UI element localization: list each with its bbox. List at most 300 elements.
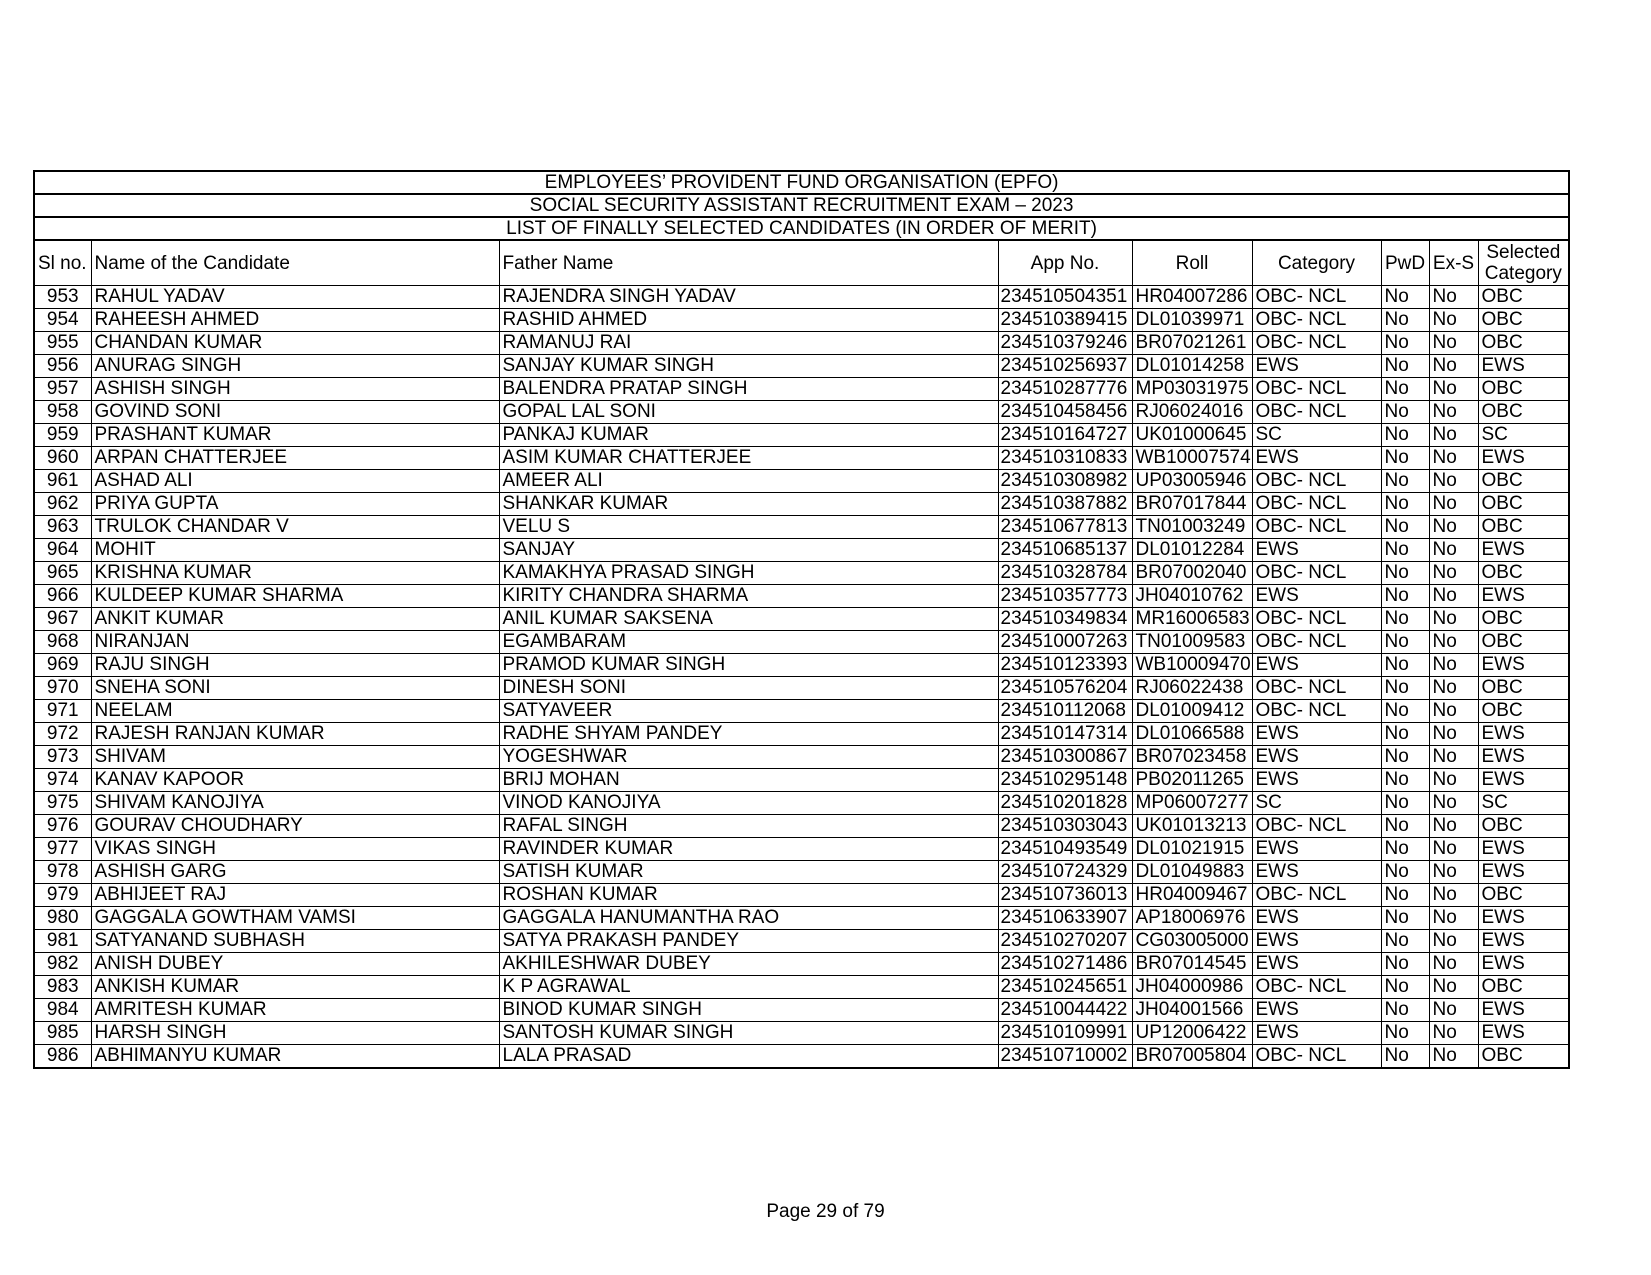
cell-father-name: VINOD KANOJIYA bbox=[499, 792, 998, 815]
cell-sl-no: 965 bbox=[34, 562, 91, 585]
cell-pwd: No bbox=[1381, 355, 1429, 378]
cell-candidate-name: MOHIT bbox=[91, 539, 499, 562]
cell-sl-no: 973 bbox=[34, 746, 91, 769]
candidate-row bbox=[34, 723, 1569, 746]
header-father-name: Father Name bbox=[499, 240, 998, 286]
cell-father-name: BINOD KUMAR SINGH bbox=[499, 999, 998, 1022]
cell-app-no: 234510504351 bbox=[998, 286, 1132, 309]
cell-father-name: PANKAJ KUMAR bbox=[499, 424, 998, 447]
cell-ex-s: No bbox=[1429, 723, 1478, 746]
cell-app-no: 234510300867 bbox=[998, 746, 1132, 769]
header-pwd: PwD bbox=[1381, 240, 1429, 286]
cell-app-no: 234510245651 bbox=[998, 976, 1132, 999]
cell-sl-no: 961 bbox=[34, 470, 91, 493]
cell-ex-s: No bbox=[1429, 976, 1478, 999]
header-sl-no: Sl no. bbox=[34, 240, 91, 286]
candidate-row bbox=[34, 631, 1569, 654]
cell-ex-s: No bbox=[1429, 1022, 1478, 1045]
cell-sl-no: 955 bbox=[34, 332, 91, 355]
cell-pwd: No bbox=[1381, 677, 1429, 700]
cell-candidate-name: PRASHANT KUMAR bbox=[91, 424, 499, 447]
candidate-row bbox=[34, 700, 1569, 723]
cell-app-no: 234510493549 bbox=[998, 838, 1132, 861]
cell-pwd: No bbox=[1381, 953, 1429, 976]
header-roll: Roll bbox=[1132, 240, 1252, 286]
cell-ex-s: No bbox=[1429, 493, 1478, 516]
cell-roll: WB10007574 bbox=[1132, 447, 1252, 470]
cell-father-name: RAJENDRA SINGH YADAV bbox=[499, 286, 998, 309]
cell-sl-no: 972 bbox=[34, 723, 91, 746]
cell-roll: MR16006583 bbox=[1132, 608, 1252, 631]
cell-pwd: No bbox=[1381, 585, 1429, 608]
cell-category: OBC- NCL bbox=[1252, 1045, 1381, 1069]
cell-roll: BR07023458 bbox=[1132, 746, 1252, 769]
cell-selected-category: OBC bbox=[1478, 516, 1569, 539]
cell-ex-s: No bbox=[1429, 470, 1478, 493]
cell-father-name: RAVINDER KUMAR bbox=[499, 838, 998, 861]
cell-sl-no: 956 bbox=[34, 355, 91, 378]
cell-father-name: ROSHAN KUMAR bbox=[499, 884, 998, 907]
cell-category: OBC- NCL bbox=[1252, 309, 1381, 332]
cell-app-no: 234510349834 bbox=[998, 608, 1132, 631]
header-selected-category: Selected Category bbox=[1478, 240, 1569, 286]
cell-selected-category: EWS bbox=[1478, 861, 1569, 884]
cell-sl-no: 983 bbox=[34, 976, 91, 999]
candidate-row bbox=[34, 769, 1569, 792]
candidate-row bbox=[34, 608, 1569, 631]
cell-category: EWS bbox=[1252, 838, 1381, 861]
header-category: Category bbox=[1252, 240, 1381, 286]
cell-father-name: GOPAL LAL SONI bbox=[499, 401, 998, 424]
cell-category: SC bbox=[1252, 424, 1381, 447]
cell-roll: MP03031975 bbox=[1132, 378, 1252, 401]
cell-sl-no: 954 bbox=[34, 309, 91, 332]
cell-father-name: SATYA PRAKASH PANDEY bbox=[499, 930, 998, 953]
cell-pwd: No bbox=[1381, 516, 1429, 539]
candidate-row bbox=[34, 286, 1569, 309]
cell-ex-s: No bbox=[1429, 424, 1478, 447]
cell-pwd: No bbox=[1381, 608, 1429, 631]
cell-father-name: AMEER ALI bbox=[499, 470, 998, 493]
page-number: Page 29 of 79 bbox=[766, 1201, 885, 1222]
cell-ex-s: No bbox=[1429, 930, 1478, 953]
cell-roll: DL01012284 bbox=[1132, 539, 1252, 562]
cell-father-name: BRIJ MOHAN bbox=[499, 769, 998, 792]
cell-roll: TN01009583 bbox=[1132, 631, 1252, 654]
cell-father-name: KIRITY CHANDRA SHARMA bbox=[499, 585, 998, 608]
cell-app-no: 234510387882 bbox=[998, 493, 1132, 516]
cell-father-name: EGAMBARAM bbox=[499, 631, 998, 654]
cell-father-name: RADHE SHYAM PANDEY bbox=[499, 723, 998, 746]
cell-sl-no: 959 bbox=[34, 424, 91, 447]
cell-pwd: No bbox=[1381, 838, 1429, 861]
cell-app-no: 234510379246 bbox=[998, 332, 1132, 355]
cell-category: OBC- NCL bbox=[1252, 677, 1381, 700]
cell-category: EWS bbox=[1252, 723, 1381, 746]
cell-pwd: No bbox=[1381, 907, 1429, 930]
cell-pwd: No bbox=[1381, 493, 1429, 516]
cell-pwd: No bbox=[1381, 470, 1429, 493]
cell-pwd: No bbox=[1381, 631, 1429, 654]
cell-roll: UK01000645 bbox=[1132, 424, 1252, 447]
cell-app-no: 234510308982 bbox=[998, 470, 1132, 493]
cell-roll: BR07021261 bbox=[1132, 332, 1252, 355]
cell-selected-category: EWS bbox=[1478, 1022, 1569, 1045]
cell-candidate-name: TRULOK CHANDAR V bbox=[91, 516, 499, 539]
cell-candidate-name: ABHIMANYU KUMAR bbox=[91, 1045, 499, 1069]
cell-father-name: GAGGALA HANUMANTHA RAO bbox=[499, 907, 998, 930]
candidate-row bbox=[34, 999, 1569, 1022]
cell-app-no: 234510710002 bbox=[998, 1045, 1132, 1069]
cell-father-name: KAMAKHYA PRASAD SINGH bbox=[499, 562, 998, 585]
title-row-list bbox=[34, 217, 1569, 240]
candidate-row bbox=[34, 907, 1569, 930]
candidate-row bbox=[34, 746, 1569, 769]
cell-ex-s: No bbox=[1429, 332, 1478, 355]
candidate-row bbox=[34, 309, 1569, 332]
cell-selected-category: EWS bbox=[1478, 838, 1569, 861]
cell-candidate-name: ASHISH SINGH bbox=[91, 378, 499, 401]
cell-candidate-name: KRISHNA KUMAR bbox=[91, 562, 499, 585]
column-header-row bbox=[34, 240, 1569, 286]
candidate-row bbox=[34, 930, 1569, 953]
cell-roll: BR07005804 bbox=[1132, 1045, 1252, 1069]
cell-father-name: LALA PRASAD bbox=[499, 1045, 998, 1069]
cell-app-no: 234510677813 bbox=[998, 516, 1132, 539]
cell-roll: TN01003249 bbox=[1132, 516, 1252, 539]
cell-category: SC bbox=[1252, 792, 1381, 815]
cell-selected-category: EWS bbox=[1478, 999, 1569, 1022]
cell-category: OBC- NCL bbox=[1252, 608, 1381, 631]
cell-selected-category: OBC bbox=[1478, 562, 1569, 585]
candidate-row bbox=[34, 516, 1569, 539]
cell-app-no: 234510270207 bbox=[998, 930, 1132, 953]
cell-sl-no: 958 bbox=[34, 401, 91, 424]
cell-sl-no: 978 bbox=[34, 861, 91, 884]
candidate-row bbox=[34, 355, 1569, 378]
cell-candidate-name: ANISH DUBEY bbox=[91, 953, 499, 976]
cell-selected-category: EWS bbox=[1478, 930, 1569, 953]
cell-candidate-name: PRIYA GUPTA bbox=[91, 493, 499, 516]
cell-ex-s: No bbox=[1429, 815, 1478, 838]
cell-category: EWS bbox=[1252, 539, 1381, 562]
cell-candidate-name: SATYANAND SUBHASH bbox=[91, 930, 499, 953]
cell-selected-category: OBC bbox=[1478, 815, 1569, 838]
cell-roll: DL01049883 bbox=[1132, 861, 1252, 884]
cell-ex-s: No bbox=[1429, 447, 1478, 470]
cell-app-no: 234510112068 bbox=[998, 700, 1132, 723]
cell-pwd: No bbox=[1381, 447, 1429, 470]
cell-ex-s: No bbox=[1429, 631, 1478, 654]
cell-candidate-name: AMRITESH KUMAR bbox=[91, 999, 499, 1022]
cell-pwd: No bbox=[1381, 309, 1429, 332]
cell-father-name: AKHILESHWAR DUBEY bbox=[499, 953, 998, 976]
cell-category: EWS bbox=[1252, 930, 1381, 953]
cell-app-no: 234510271486 bbox=[998, 953, 1132, 976]
cell-pwd: No bbox=[1381, 700, 1429, 723]
cell-candidate-name: SHIVAM KANOJIYA bbox=[91, 792, 499, 815]
cell-app-no: 234510724329 bbox=[998, 861, 1132, 884]
cell-roll: UP12006422 bbox=[1132, 1022, 1252, 1045]
cell-app-no: 234510633907 bbox=[998, 907, 1132, 930]
cell-father-name: ANIL KUMAR SAKSENA bbox=[499, 608, 998, 631]
cell-selected-category: EWS bbox=[1478, 907, 1569, 930]
cell-candidate-name: ANKIT KUMAR bbox=[91, 608, 499, 631]
cell-sl-no: 970 bbox=[34, 677, 91, 700]
cell-ex-s: No bbox=[1429, 539, 1478, 562]
cell-app-no: 234510201828 bbox=[998, 792, 1132, 815]
cell-pwd: No bbox=[1381, 1022, 1429, 1045]
cell-sl-no: 979 bbox=[34, 884, 91, 907]
cell-ex-s: No bbox=[1429, 401, 1478, 424]
cell-father-name: DINESH SONI bbox=[499, 677, 998, 700]
cell-selected-category: OBC bbox=[1478, 631, 1569, 654]
exam-title: SOCIAL SECURITY ASSISTANT RECRUITMENT EXAM – 2023 bbox=[34, 194, 1569, 217]
cell-ex-s: No bbox=[1429, 953, 1478, 976]
candidate-row bbox=[34, 424, 1569, 447]
cell-ex-s: No bbox=[1429, 355, 1478, 378]
cell-ex-s: No bbox=[1429, 861, 1478, 884]
cell-app-no: 234510310833 bbox=[998, 447, 1132, 470]
cell-category: EWS bbox=[1252, 355, 1381, 378]
cell-category: EWS bbox=[1252, 447, 1381, 470]
candidate-row bbox=[34, 884, 1569, 907]
cell-sl-no: 963 bbox=[34, 516, 91, 539]
cell-roll: JH04010762 bbox=[1132, 585, 1252, 608]
selected-candidates-table bbox=[33, 170, 1570, 1069]
candidate-row bbox=[34, 815, 1569, 838]
cell-candidate-name: GAGGALA GOWTHAM VAMSI bbox=[91, 907, 499, 930]
organisation-title: EMPLOYEES’ PROVIDENT FUND ORGANISATION (EPFO) bbox=[34, 171, 1569, 194]
cell-candidate-name: ASHISH GARG bbox=[91, 861, 499, 884]
cell-sl-no: 974 bbox=[34, 769, 91, 792]
cell-selected-category: EWS bbox=[1478, 585, 1569, 608]
cell-roll: CG03005000 bbox=[1132, 930, 1252, 953]
cell-pwd: No bbox=[1381, 539, 1429, 562]
cell-selected-category: EWS bbox=[1478, 447, 1569, 470]
cell-category: OBC- NCL bbox=[1252, 976, 1381, 999]
cell-father-name: K P AGRAWAL bbox=[499, 976, 998, 999]
cell-candidate-name: RAJU SINGH bbox=[91, 654, 499, 677]
table-body bbox=[34, 286, 1569, 1069]
header-candidate-name: Name of the Candidate bbox=[91, 240, 499, 286]
cell-candidate-name: VIKAS SINGH bbox=[91, 838, 499, 861]
cell-category: EWS bbox=[1252, 999, 1381, 1022]
cell-category: OBC- NCL bbox=[1252, 493, 1381, 516]
cell-candidate-name: HARSH SINGH bbox=[91, 1022, 499, 1045]
candidate-row bbox=[34, 585, 1569, 608]
cell-candidate-name: GOURAV CHOUDHARY bbox=[91, 815, 499, 838]
cell-sl-no: 986 bbox=[34, 1045, 91, 1069]
cell-candidate-name: SNEHA SONI bbox=[91, 677, 499, 700]
cell-app-no: 234510303043 bbox=[998, 815, 1132, 838]
cell-ex-s: No bbox=[1429, 1045, 1478, 1069]
cell-father-name: SANJAY KUMAR SINGH bbox=[499, 355, 998, 378]
cell-pwd: No bbox=[1381, 999, 1429, 1022]
cell-roll: MP06007277 bbox=[1132, 792, 1252, 815]
cell-pwd: No bbox=[1381, 792, 1429, 815]
cell-roll: DL01009412 bbox=[1132, 700, 1252, 723]
cell-category: OBC- NCL bbox=[1252, 562, 1381, 585]
cell-candidate-name: CHANDAN KUMAR bbox=[91, 332, 499, 355]
cell-candidate-name: RAHUL YADAV bbox=[91, 286, 499, 309]
cell-roll: RJ06024016 bbox=[1132, 401, 1252, 424]
cell-candidate-name: ABHIJEET RAJ bbox=[91, 884, 499, 907]
cell-father-name: SATYAVEER bbox=[499, 700, 998, 723]
cell-category: OBC- NCL bbox=[1252, 631, 1381, 654]
cell-category: OBC- NCL bbox=[1252, 884, 1381, 907]
cell-roll: DL01066588 bbox=[1132, 723, 1252, 746]
cell-roll: DL01014258 bbox=[1132, 355, 1252, 378]
cell-selected-category: EWS bbox=[1478, 654, 1569, 677]
cell-sl-no: 980 bbox=[34, 907, 91, 930]
cell-candidate-name: ARPAN CHATTERJEE bbox=[91, 447, 499, 470]
candidate-row bbox=[34, 1045, 1569, 1069]
cell-candidate-name: RAHEESH AHMED bbox=[91, 309, 499, 332]
cell-category: EWS bbox=[1252, 907, 1381, 930]
cell-pwd: No bbox=[1381, 769, 1429, 792]
cell-sl-no: 953 bbox=[34, 286, 91, 309]
candidate-row bbox=[34, 332, 1569, 355]
cell-selected-category: OBC bbox=[1478, 976, 1569, 999]
cell-candidate-name: NEELAM bbox=[91, 700, 499, 723]
cell-category: OBC- NCL bbox=[1252, 286, 1381, 309]
cell-sl-no: 969 bbox=[34, 654, 91, 677]
title-row-organisation bbox=[34, 171, 1569, 194]
cell-pwd: No bbox=[1381, 562, 1429, 585]
cell-father-name: PRAMOD KUMAR SINGH bbox=[499, 654, 998, 677]
cell-roll: JH04000986 bbox=[1132, 976, 1252, 999]
cell-category: EWS bbox=[1252, 654, 1381, 677]
cell-category: OBC- NCL bbox=[1252, 332, 1381, 355]
cell-roll: JH04001566 bbox=[1132, 999, 1252, 1022]
cell-category: EWS bbox=[1252, 953, 1381, 976]
candidate-row bbox=[34, 976, 1569, 999]
cell-father-name: BALENDRA PRATAP SINGH bbox=[499, 378, 998, 401]
cell-category: OBC- NCL bbox=[1252, 815, 1381, 838]
cell-pwd: No bbox=[1381, 401, 1429, 424]
cell-selected-category: OBC bbox=[1478, 677, 1569, 700]
cell-category: EWS bbox=[1252, 769, 1381, 792]
candidate-row bbox=[34, 953, 1569, 976]
cell-pwd: No bbox=[1381, 1045, 1429, 1069]
cell-candidate-name: SHIVAM bbox=[91, 746, 499, 769]
cell-sl-no: 985 bbox=[34, 1022, 91, 1045]
cell-roll: UK01013213 bbox=[1132, 815, 1252, 838]
cell-candidate-name: ANKISH KUMAR bbox=[91, 976, 499, 999]
cell-selected-category: EWS bbox=[1478, 723, 1569, 746]
cell-pwd: No bbox=[1381, 286, 1429, 309]
cell-pwd: No bbox=[1381, 861, 1429, 884]
cell-sl-no: 976 bbox=[34, 815, 91, 838]
cell-app-no: 234510109991 bbox=[998, 1022, 1132, 1045]
cell-selected-category: EWS bbox=[1478, 953, 1569, 976]
cell-ex-s: No bbox=[1429, 907, 1478, 930]
cell-roll: WB10009470 bbox=[1132, 654, 1252, 677]
cell-category: EWS bbox=[1252, 585, 1381, 608]
cell-ex-s: No bbox=[1429, 677, 1478, 700]
cell-pwd: No bbox=[1381, 332, 1429, 355]
cell-sl-no: 981 bbox=[34, 930, 91, 953]
cell-app-no: 234510328784 bbox=[998, 562, 1132, 585]
cell-father-name: RAFAL SINGH bbox=[499, 815, 998, 838]
cell-app-no: 234510044422 bbox=[998, 999, 1132, 1022]
cell-sl-no: 964 bbox=[34, 539, 91, 562]
candidate-row bbox=[34, 539, 1569, 562]
cell-pwd: No bbox=[1381, 723, 1429, 746]
cell-app-no: 234510147314 bbox=[998, 723, 1132, 746]
cell-selected-category: SC bbox=[1478, 424, 1569, 447]
cell-selected-category: EWS bbox=[1478, 746, 1569, 769]
cell-pwd: No bbox=[1381, 884, 1429, 907]
cell-father-name: RAMANUJ RAI bbox=[499, 332, 998, 355]
cell-category: EWS bbox=[1252, 1022, 1381, 1045]
cell-app-no: 234510123393 bbox=[998, 654, 1132, 677]
cell-app-no: 234510357773 bbox=[998, 585, 1132, 608]
cell-sl-no: 957 bbox=[34, 378, 91, 401]
cell-ex-s: No bbox=[1429, 309, 1478, 332]
header-app-no: App No. bbox=[998, 240, 1132, 286]
cell-ex-s: No bbox=[1429, 562, 1478, 585]
cell-pwd: No bbox=[1381, 976, 1429, 999]
cell-ex-s: No bbox=[1429, 654, 1478, 677]
cell-sl-no: 975 bbox=[34, 792, 91, 815]
cell-sl-no: 971 bbox=[34, 700, 91, 723]
cell-roll: RJ06022438 bbox=[1132, 677, 1252, 700]
candidate-row bbox=[34, 470, 1569, 493]
cell-selected-category: OBC bbox=[1478, 493, 1569, 516]
cell-selected-category: OBC bbox=[1478, 332, 1569, 355]
cell-ex-s: No bbox=[1429, 884, 1478, 907]
cell-ex-s: No bbox=[1429, 585, 1478, 608]
cell-pwd: No bbox=[1381, 746, 1429, 769]
cell-selected-category: OBC bbox=[1478, 608, 1569, 631]
cell-app-no: 234510389415 bbox=[998, 309, 1132, 332]
cell-candidate-name: ASHAD ALI bbox=[91, 470, 499, 493]
cell-category: OBC- NCL bbox=[1252, 516, 1381, 539]
cell-app-no: 234510287776 bbox=[998, 378, 1132, 401]
cell-app-no: 234510256937 bbox=[998, 355, 1132, 378]
cell-ex-s: No bbox=[1429, 838, 1478, 861]
title-row-exam bbox=[34, 194, 1569, 217]
cell-roll: HR04009467 bbox=[1132, 884, 1252, 907]
cell-category: OBC- NCL bbox=[1252, 378, 1381, 401]
cell-roll: AP18006976 bbox=[1132, 907, 1252, 930]
cell-category: OBC- NCL bbox=[1252, 700, 1381, 723]
candidate-row bbox=[34, 378, 1569, 401]
cell-category: OBC- NCL bbox=[1252, 401, 1381, 424]
cell-roll: BR07017844 bbox=[1132, 493, 1252, 516]
cell-candidate-name: NIRANJAN bbox=[91, 631, 499, 654]
cell-app-no: 234510458456 bbox=[998, 401, 1132, 424]
cell-candidate-name: KANAV KAPOOR bbox=[91, 769, 499, 792]
cell-pwd: No bbox=[1381, 654, 1429, 677]
candidate-row bbox=[34, 447, 1569, 470]
cell-category: EWS bbox=[1252, 746, 1381, 769]
candidate-row bbox=[34, 677, 1569, 700]
cell-ex-s: No bbox=[1429, 999, 1478, 1022]
cell-father-name: SATISH KUMAR bbox=[499, 861, 998, 884]
cell-ex-s: No bbox=[1429, 286, 1478, 309]
cell-ex-s: No bbox=[1429, 746, 1478, 769]
cell-father-name: SANJAY bbox=[499, 539, 998, 562]
cell-app-no: 234510164727 bbox=[998, 424, 1132, 447]
cell-ex-s: No bbox=[1429, 792, 1478, 815]
cell-ex-s: No bbox=[1429, 700, 1478, 723]
cell-sl-no: 962 bbox=[34, 493, 91, 516]
cell-candidate-name: RAJESH RANJAN KUMAR bbox=[91, 723, 499, 746]
cell-candidate-name: GOVIND SONI bbox=[91, 401, 499, 424]
